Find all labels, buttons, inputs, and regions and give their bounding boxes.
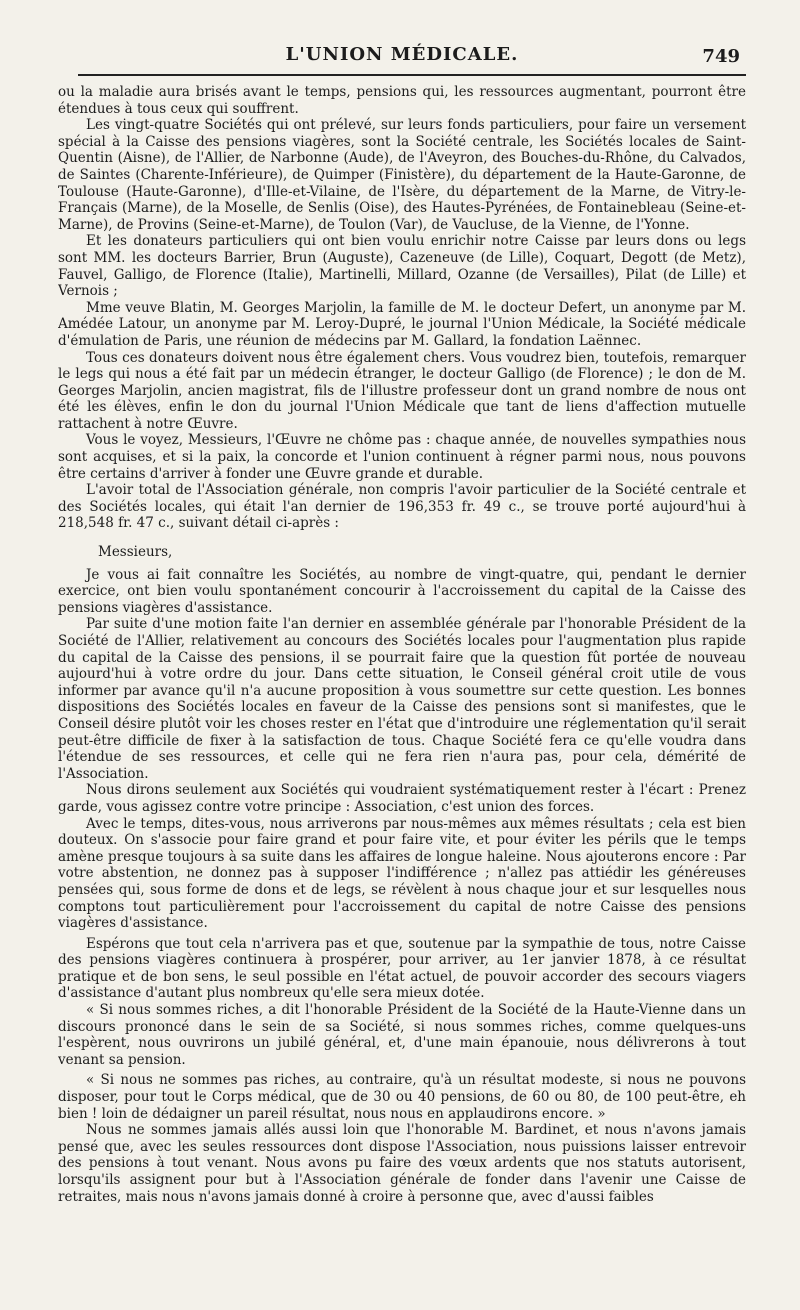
running-title: L'UNION MÉDICALE. — [285, 44, 519, 65]
paragraph: Je vous ai fait connaître les Sociétés, au nombre de vingt-quatre, qui, pendant le dernier exercice, ont bien voulu spontanément concourir à l'accroissement du capital de la Caisse des pensions viagères d'assistance. — [58, 566, 746, 616]
paragraph: Nous ne sommes jamais allés aussi loin que l'honorable M. Bardinet, et nous n'avons jamais pensé que, avec les seules ressources dont dispose l'Association, nous puissions laisser entrevoir des pensions à tout venant. Nous avons pu faire des vœux ardents que nos statuts autorisent, lorsqu'ils assignent pour but à l'Association générale de fonder dans l'avenir une Caisse de retraites, mais nous n'avons jamais donné à croire à personne que, avec d'aussi faibles — [58, 1122, 746, 1205]
paragraph: Vous le voyez, Messieurs, l'Œuvre ne chôme pas : chaque année, de nouvelles sympathies nous sont acquises, et si la paix, la concorde et l'union continuent à régner parmi nous, nous pouvons être certains d'arriver à fonder une Œuvre grande et durable. — [58, 432, 746, 482]
page-header — [58, 30, 746, 70]
paragraph: Par suite d'une motion faite l'an dernier en assemblée générale par l'honorable Président de la Société de l'Allier, relativement au concours des Sociétés locales pour l'augmentation plus rapide du capital de la Caisse des pensions, il se pourrait faire que la question fût portée de nouveau aujourd'hui à votre ordre du jour. Dans cette situation, le Conseil général croit utile de vous informer par avance qu'il n'a aucune proposition à vous soumettre sur cette question. Les bonnes dispositions des Sociétés locales en faveur de la Caisse des pensions sont si manifestes, que le Conseil désire plutôt voir les choses rester en l'état que d'introduire une réglementation qu'il serait peut-être difficile de fixer à la satisfaction de tous. Chaque Société fera ce qu'elle voudra dans l'étendue de ses ressources, et celle qui ne fera rien n'aura pas, pour cela, démérité de l'Association. — [58, 616, 746, 782]
paragraph: Tous ces donateurs doivent nous être également chers. Vous voudrez bien, toutefois, remarquer le legs qui nous a été fait par un médecin étranger, le docteur Galligo (de Florence) ; le don de M. Georges Marjolin, ancien magistrat, fils de l'illustre professeur dont un grand nombre de nous ont été les élèves, enfin le don du journal l'Union Médicale que tant de liens d'affection mutuelle rattachent à notre Œuvre. — [58, 349, 746, 432]
paragraph: ou la maladie aura brisés avant le temps, pensions qui, les ressources augmentant, pourront être étendues à tous ceux qui souffrent. — [58, 84, 746, 117]
paragraph: L'avoir total de l'Association générale, non compris l'avoir particulier de la Société centrale et des Sociétés locales, qui était l'an dernier de 196,353 fr. 49 c., se trouve porté aujourd'hui à 218,548 fr. 47 c., suivant détail ci-après : — [58, 482, 746, 532]
page-number: 749 — [702, 46, 740, 67]
paragraph: Nous dirons seulement aux Sociétés qui voudraient systématiquement rester à l'écart : Prenez garde, vous agissez contre votre principe : Association, c'est union des forces. — [58, 782, 746, 815]
quote-paragraph: « Si nous sommes riches, a dit l'honorable Président de la Société de la Haute-Vienne dans un discours prononcé dans le sein de sa Société, si nous sommes riches, comme quelques-uns l'espèrent, nous ouvrirons un jubilé général, et, d'une main épanouie, nous délivrerons à tout venant sa pension. — [58, 1002, 746, 1068]
salutation: Messieurs, — [98, 544, 173, 561]
quote-paragraph: « Si nous ne sommes pas riches, au contraire, qu'à un résultat modeste, si nous ne pouvons disposer, pour tout le Corps médical, que de 30 ou 40 pensions, de 60 ou 80, de 100 peut-être, eh bien ! loin de dédaigner un pareil résultat, nous nous en applaudirons encore. » — [58, 1072, 746, 1122]
paragraph: Mme veuve Blatin, M. Georges Marjolin, la famille de M. le docteur Defert, un anonyme par M. Amédée Latour, un anonyme par M. Leroy-Dupré, le journal l'Union Médicale, la Société médicale d'émulation de Paris, une réunion de médecins par M. Gallard, la fondation Laënnec. — [58, 299, 746, 349]
body-text — [58, 84, 746, 1205]
header-rule — [78, 74, 746, 76]
paragraph: Espérons que tout cela n'arrivera pas et que, soutenue par la sympathie de tous, notre Caisse des pensions viagères continuera à prospérer, pour arriver, au 1er janvier 1878, à ce résultat pratique et de bon sens, le seul possible en l'état actuel, de pouvoir accorder des secours viagers d'assistance d'autant plus nombreux qu'elle sera mieux dotée. — [58, 935, 746, 1002]
paragraph: Avec le temps, dites-vous, nous arriverons par nous-mêmes aux mêmes résultats ; cela est bien douteux. On s'associe pour faire grand et pour faire vite, et pour éviter les périls que le temps amène presque toujours à sa suite dans les affaires de longue haleine. Nous ajouterons encore : Par votre abstention, ne donnez pas à supposer l'indifférence ; n'allez pas attiédir les généreuses pensées qui, sous forme de dons et de legs, se révèlent à nous chaque jour et sur lesquelles nous comptons tout particulièrement pour l'accroissement du capital de notre Caisse des pensions viagères d'assistance. — [58, 815, 746, 932]
document-page — [58, 30, 746, 1300]
paragraph: Les vingt-quatre Sociétés qui ont prélevé, sur leurs fonds particuliers, pour faire un versement spécial à la Caisse des pensions viagères, sont la Société centrale, les Sociétés locales de Saint-Quentin (Aisne), de l'Allier, de Narbonne (Aude), de l'Aveyron, des Bouches-du-Rhône, du Calvados, de Saintes (Charente-Inférieure), de Quimper (Finistère), du département de la Haute-Garonne, de Toulouse (Haute-Garonne), d'Ille-et-Vilaine, de l'Isère, du département de la Marne, de Vitry-le-Français (Marne), de la Moselle, de Senlis (Oise), des Hautes-Pyrénées, de Fontainebleau (Seine-et-Marne), de Provins (Seine-et-Marne), de Toulon (Var), de Vaucluse, de la Vienne, de l'Yonne. — [58, 117, 746, 233]
paragraph: Et les donateurs particuliers qui ont bien voulu enrichir notre Caisse par leurs dons ou legs sont MM. les docteurs Barrier, Brun (Auguste), Cazeneuve (de Lille), Coquart, Degott (de Metz), Fauvel, Galligo, de Florence (Italie), Martinelli, Millard, Ozanne (de Versailles), Pilat (de Lille) et Vernois ; — [58, 233, 746, 300]
